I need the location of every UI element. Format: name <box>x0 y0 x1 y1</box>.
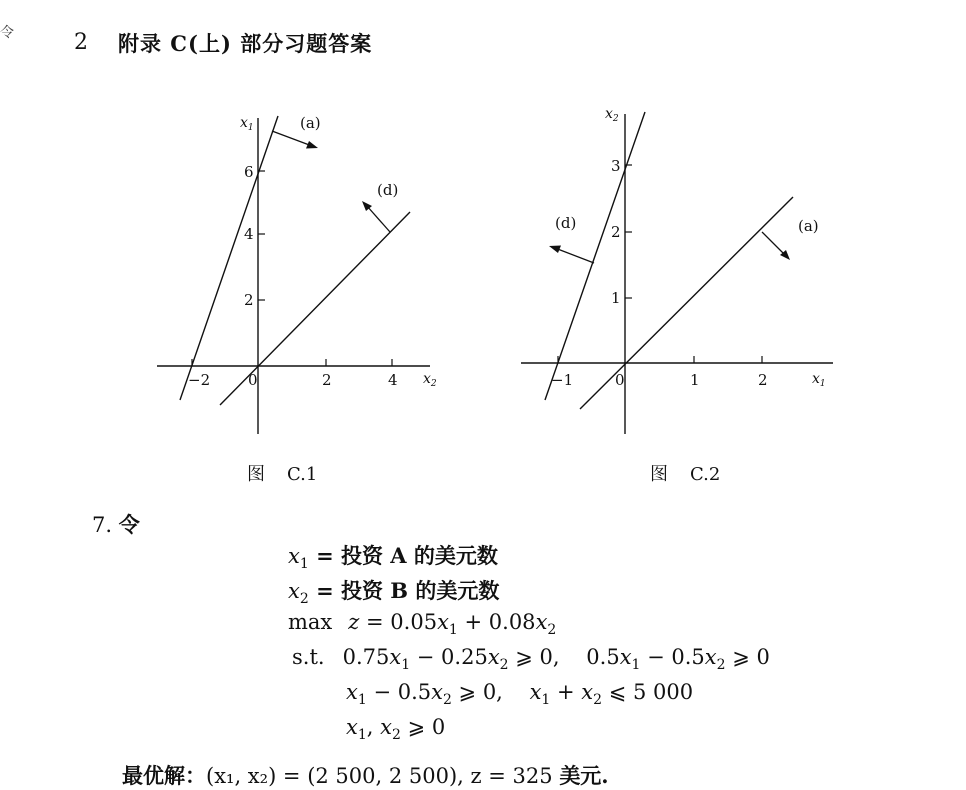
answer-value: (x₁, x₂) = (2 500, 2 500), z = 325 <box>206 764 553 788</box>
c1-ytick-label: 4 <box>244 225 254 243</box>
c2-xtick-label: 2 <box>758 371 768 389</box>
c2-line-d <box>545 112 645 400</box>
c1-line-a <box>180 116 278 400</box>
optimal-solution <box>122 760 609 790</box>
caption-c2-prefix: 图 <box>650 464 668 485</box>
caption-c1-prefix: 图 <box>247 464 265 485</box>
c1-xtick-label: 0 <box>248 371 258 389</box>
c2-ytick-label: 2 <box>611 223 621 241</box>
caption-c1 <box>247 460 317 486</box>
c1-xtick-label: 2 <box>322 371 332 389</box>
c1-arrow-d <box>367 206 390 232</box>
page-title: 附录 C(上) 部分习题答案 <box>118 31 373 56</box>
objective-row <box>288 610 556 638</box>
answer-unit: 美元. <box>559 763 609 788</box>
problem-number: 7. <box>92 513 113 537</box>
caption-c2-number: C.2 <box>690 464 721 485</box>
c2-ytick-label: 1 <box>611 289 621 307</box>
c2-y-label: $x_2$ <box>605 106 619 124</box>
c2-label-a: (a) <box>798 217 819 235</box>
figure-c2 <box>515 100 845 440</box>
caption-c1-number: C.1 <box>287 464 318 485</box>
st-label: s.t. <box>292 645 325 669</box>
max-label: max <box>288 610 333 634</box>
c1-arrowhead-a <box>306 141 318 149</box>
c2-x-label: $x_1$ <box>812 371 826 389</box>
c1-x-label: $x_2$ <box>423 371 437 389</box>
c1-ytick-label: 6 <box>244 163 254 181</box>
definition-1: $x_1$ = 投资 A 的美元数 <box>288 543 498 572</box>
c2-xtick-label: −1 <box>551 371 574 389</box>
figure-c1 <box>140 100 460 440</box>
nonnegativity-expression: $x_1$, $x_2$ ⩾ 0 <box>346 715 446 743</box>
constraint-row-2 <box>346 680 693 708</box>
caption-c2 <box>650 460 720 486</box>
corner-mark: 令 <box>0 25 14 41</box>
problem-lead: 令 <box>118 512 140 537</box>
c2-arrowhead-d <box>549 246 561 254</box>
c1-xtick-label: 4 <box>388 371 398 389</box>
c1-y-label: $x_1$ <box>240 115 254 133</box>
c2-xtick-label: 1 <box>690 371 700 389</box>
constraint-row-3 <box>346 715 445 743</box>
c2-arrow-a <box>762 232 785 255</box>
constraint-expression-1: $0.75x_1 - 0.25x_2$ ⩾ 0, $0.5x_1 - 0.5x_2$ ⩾ 0 <box>342 645 770 673</box>
c1-xtick-label: −2 <box>188 371 211 389</box>
definition-2: $x_2$ = 投资 B 的美元数 <box>288 578 500 607</box>
c2-xtick-label: 0 <box>615 371 625 389</box>
objective-expression: $z = 0.05x_1 + 0.08x_2$ <box>348 610 557 638</box>
c1-ytick-label: 2 <box>244 291 254 309</box>
c2-label-d: (d) <box>555 214 577 232</box>
c2-arrow-d <box>555 248 594 263</box>
constraint-expression-2: $x_1 - 0.5x_2$ ⩾ 0, $x_1 + x_2$ ⩽ 5 000 <box>346 680 694 708</box>
c1-label-d: (d) <box>377 181 399 199</box>
c2-ytick-label: 3 <box>611 157 621 175</box>
answer-label: 最优解： <box>122 763 206 788</box>
constraint-row-1 <box>292 645 770 673</box>
c1-arrow-a <box>272 131 312 146</box>
c1-label-a: (a) <box>300 114 321 132</box>
problem-heading <box>92 509 140 539</box>
page-number: 2 <box>74 30 88 55</box>
